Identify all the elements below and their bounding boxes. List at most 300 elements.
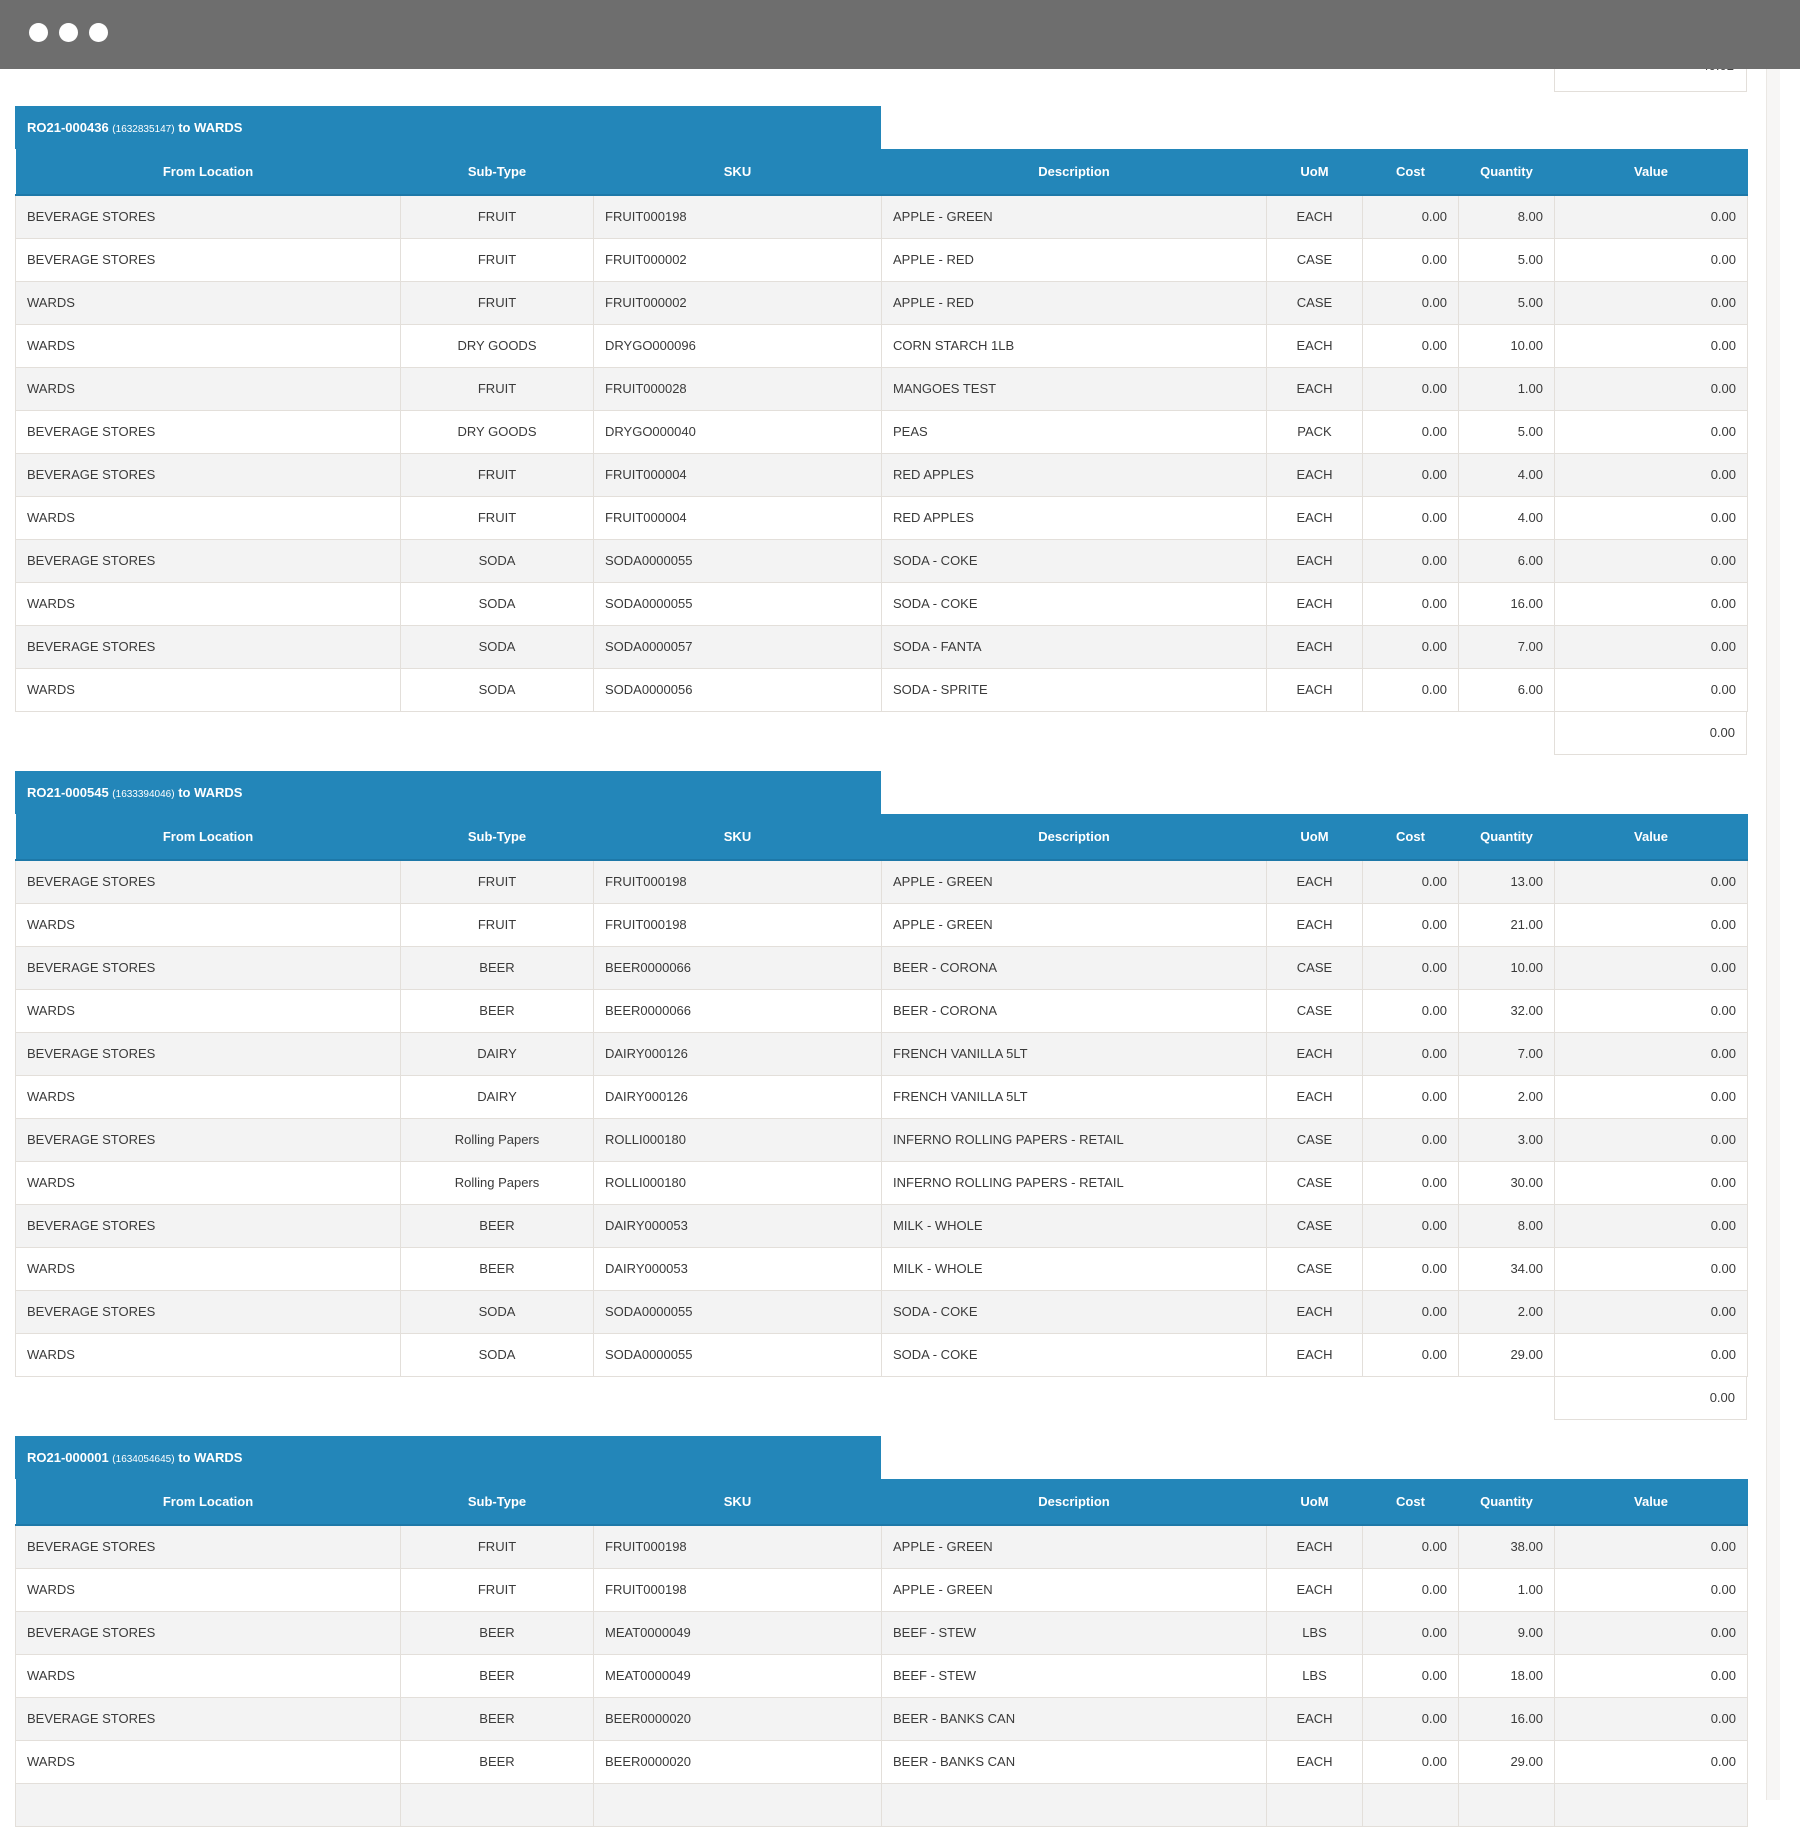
cell-quantity: 5.00 bbox=[1459, 281, 1555, 324]
cell-from-location: BEVERAGE STORES bbox=[16, 1697, 401, 1740]
table-row[interactable] bbox=[16, 1611, 1748, 1654]
cell-from-location: BEVERAGE STORES bbox=[16, 1611, 401, 1654]
cell-from-location: BEVERAGE STORES bbox=[16, 1204, 401, 1247]
cell-value: 0.00 bbox=[1555, 281, 1748, 324]
destination-label: to WARDS bbox=[178, 785, 243, 800]
table-row[interactable] bbox=[16, 1247, 1748, 1290]
cell-sub-type: FRUIT bbox=[401, 1568, 594, 1611]
cell-cost: 0.00 bbox=[1363, 989, 1459, 1032]
cell-cost: 0.00 bbox=[1363, 1247, 1459, 1290]
cell-sku: ROLLI000180 bbox=[594, 1118, 882, 1161]
cell-sub-type: FRUIT bbox=[401, 903, 594, 946]
cell-value: 0.00 bbox=[1555, 860, 1748, 903]
cell-value: 0.00 bbox=[1555, 1032, 1748, 1075]
cell-cost: 0.00 bbox=[1363, 860, 1459, 903]
cell-sub-type: FRUIT bbox=[401, 860, 594, 903]
cell-cost: 0.00 bbox=[1363, 1654, 1459, 1697]
table-row[interactable] bbox=[16, 453, 1748, 496]
cell-uom: EACH bbox=[1267, 582, 1363, 625]
cell-description: SODA - COKE bbox=[882, 582, 1267, 625]
cell-description: FRENCH VANILLA 5LT bbox=[882, 1075, 1267, 1118]
table-row[interactable] bbox=[16, 903, 1748, 946]
cell-quantity: 13.00 bbox=[1459, 860, 1555, 903]
cell-uom: CASE bbox=[1267, 946, 1363, 989]
cell-uom: EACH bbox=[1267, 1740, 1363, 1783]
cell-uom: EACH bbox=[1267, 860, 1363, 903]
cell-sku: ROLLI000180 bbox=[594, 1161, 882, 1204]
cell-from-location: WARDS bbox=[16, 1161, 401, 1204]
cell-quantity: 8.00 bbox=[1459, 195, 1555, 238]
column-header-sub-type[interactable]: Sub-Type bbox=[401, 149, 594, 195]
cell-sku: FRUIT000198 bbox=[594, 195, 882, 238]
cell-sku: SODA0000055 bbox=[594, 1290, 882, 1333]
cell-sub-type: FRUIT bbox=[401, 238, 594, 281]
cell-sku: FRUIT000002 bbox=[594, 281, 882, 324]
table-row[interactable] bbox=[16, 195, 1748, 238]
cell-cost: 0.00 bbox=[1363, 238, 1459, 281]
cell-uom: CASE bbox=[1267, 238, 1363, 281]
cell-description: RED APPLES bbox=[882, 453, 1267, 496]
transfer-section bbox=[15, 106, 1747, 755]
report-viewport bbox=[0, 69, 1800, 1800]
column-header-uom[interactable]: UoM bbox=[1267, 149, 1363, 195]
column-header-sku[interactable]: SKU bbox=[594, 1479, 882, 1525]
table-row[interactable] bbox=[16, 1525, 1748, 1568]
cell-from-location: WARDS bbox=[16, 1333, 401, 1376]
cell-cost: 0.00 bbox=[1363, 1697, 1459, 1740]
cell-description: APPLE - RED bbox=[882, 238, 1267, 281]
cell-value: 0.00 bbox=[1555, 668, 1748, 711]
cell-uom: EACH bbox=[1267, 496, 1363, 539]
cell-cost: 0.00 bbox=[1363, 946, 1459, 989]
cell-sku: FRUIT000198 bbox=[594, 1568, 882, 1611]
cell-from-location: WARDS bbox=[16, 1654, 401, 1697]
column-header-value[interactable]: Value bbox=[1555, 149, 1748, 195]
cell-cost: 0.00 bbox=[1363, 582, 1459, 625]
cell-from-location: WARDS bbox=[16, 1075, 401, 1118]
order-reference-id: (1634054645) bbox=[112, 1454, 175, 1465]
window-minimize-dot-icon[interactable] bbox=[59, 23, 78, 42]
cell-value: 0.00 bbox=[1555, 238, 1748, 281]
cell-sub-type: FRUIT bbox=[401, 195, 594, 238]
cell-value: 0.00 bbox=[1555, 1568, 1748, 1611]
cell-cost: 0.00 bbox=[1363, 1525, 1459, 1568]
cell-from-location: BEVERAGE STORES bbox=[16, 1525, 401, 1568]
destination-label: to WARDS bbox=[178, 1450, 243, 1465]
column-header-uom[interactable]: UoM bbox=[1267, 1479, 1363, 1525]
cell-value: 0.00 bbox=[1555, 1525, 1748, 1568]
cell-quantity: 1.00 bbox=[1459, 367, 1555, 410]
cell-value: 0.00 bbox=[1555, 1740, 1748, 1783]
cell-value: 0.00 bbox=[1555, 625, 1748, 668]
cell-from-location: BEVERAGE STORES bbox=[16, 453, 401, 496]
cell-cost: 0.00 bbox=[1363, 1032, 1459, 1075]
cell-sku: BEER0000066 bbox=[594, 946, 882, 989]
cell-quantity: 21.00 bbox=[1459, 903, 1555, 946]
cell-from-location: BEVERAGE STORES bbox=[16, 1118, 401, 1161]
table-row[interactable] bbox=[16, 625, 1748, 668]
cell-value bbox=[1555, 1783, 1748, 1826]
table-row[interactable] bbox=[16, 496, 1748, 539]
cell-quantity bbox=[1459, 1783, 1555, 1826]
cell-quantity: 29.00 bbox=[1459, 1333, 1555, 1376]
column-header-sub-type[interactable]: Sub-Type bbox=[401, 814, 594, 860]
cell-description: SODA - FANTA bbox=[882, 625, 1267, 668]
cell-sub-type: DRY GOODS bbox=[401, 324, 594, 367]
cell-value: 0.00 bbox=[1555, 1247, 1748, 1290]
cell-quantity: 7.00 bbox=[1459, 1032, 1555, 1075]
cell-cost: 0.00 bbox=[1363, 903, 1459, 946]
cell-from-location: BEVERAGE STORES bbox=[16, 1032, 401, 1075]
column-header-uom[interactable]: UoM bbox=[1267, 814, 1363, 860]
cell-uom: EACH bbox=[1267, 1032, 1363, 1075]
cell-value: 0.00 bbox=[1555, 582, 1748, 625]
column-header-quantity[interactable]: Quantity bbox=[1459, 814, 1555, 860]
table-row[interactable] bbox=[16, 946, 1748, 989]
cell-quantity: 16.00 bbox=[1459, 582, 1555, 625]
cell-description bbox=[882, 1783, 1267, 1826]
transfer-section bbox=[15, 1436, 1747, 1827]
cell-quantity: 6.00 bbox=[1459, 539, 1555, 582]
cell-value: 0.00 bbox=[1555, 367, 1748, 410]
cell-cost: 0.00 bbox=[1363, 668, 1459, 711]
table-row[interactable] bbox=[16, 281, 1748, 324]
cell-description: SODA - SPRITE bbox=[882, 668, 1267, 711]
cell-sku: FRUIT000028 bbox=[594, 367, 882, 410]
cell-quantity: 38.00 bbox=[1459, 1525, 1555, 1568]
cell-quantity: 1.00 bbox=[1459, 1568, 1555, 1611]
column-header-value[interactable]: Value bbox=[1555, 1479, 1748, 1525]
column-header-from-location[interactable]: From Location bbox=[16, 814, 401, 860]
cell-sub-type: FRUIT bbox=[401, 496, 594, 539]
cell-value: 0.00 bbox=[1555, 1333, 1748, 1376]
cell-sku: SODA0000056 bbox=[594, 668, 882, 711]
column-header-cost[interactable]: Cost bbox=[1363, 149, 1459, 195]
cell-from-location: BEVERAGE STORES bbox=[16, 625, 401, 668]
column-header-from-location[interactable]: From Location bbox=[16, 1479, 401, 1525]
cell-value: 0.00 bbox=[1555, 1654, 1748, 1697]
cell-description: SODA - COKE bbox=[882, 1333, 1267, 1376]
cell-sub-type: BEER bbox=[401, 1611, 594, 1654]
table-row[interactable] bbox=[16, 1568, 1748, 1611]
column-header-quantity[interactable]: Quantity bbox=[1459, 1479, 1555, 1525]
table-row[interactable] bbox=[16, 410, 1748, 453]
cell-value: 0.00 bbox=[1555, 324, 1748, 367]
cell-sub-type: SODA bbox=[401, 582, 594, 625]
cell-value: 0.00 bbox=[1555, 1204, 1748, 1247]
cell-from-location: BEVERAGE STORES bbox=[16, 946, 401, 989]
section-value-total: 0.00 bbox=[1554, 1377, 1747, 1420]
cell-sub-type: BEER bbox=[401, 1654, 594, 1697]
cell-value: 0.00 bbox=[1555, 410, 1748, 453]
cell-cost bbox=[1363, 1783, 1459, 1826]
cell-sub-type: Rolling Papers bbox=[401, 1118, 594, 1161]
destination-label: to WARDS bbox=[178, 120, 243, 135]
table-row[interactable] bbox=[16, 1654, 1748, 1697]
cell-sub-type: DAIRY bbox=[401, 1032, 594, 1075]
cell-uom: EACH bbox=[1267, 1697, 1363, 1740]
cell-sub-type: FRUIT bbox=[401, 1525, 594, 1568]
cell-uom: LBS bbox=[1267, 1654, 1363, 1697]
cell-quantity: 29.00 bbox=[1459, 1740, 1555, 1783]
cell-description: APPLE - RED bbox=[882, 281, 1267, 324]
cell-quantity: 9.00 bbox=[1459, 1611, 1555, 1654]
window-titlebar bbox=[0, 0, 1800, 69]
cell-uom: EACH bbox=[1267, 453, 1363, 496]
cell-from-location: BEVERAGE STORES bbox=[16, 1290, 401, 1333]
column-header-cost[interactable]: Cost bbox=[1363, 1479, 1459, 1525]
cell-quantity: 3.00 bbox=[1459, 1118, 1555, 1161]
section-title bbox=[15, 1436, 881, 1479]
cell-value: 0.00 bbox=[1555, 1697, 1748, 1740]
cell-quantity: 10.00 bbox=[1459, 946, 1555, 989]
cell-sku: MEAT0000049 bbox=[594, 1654, 882, 1697]
column-header-sub-type[interactable]: Sub-Type bbox=[401, 1479, 594, 1525]
table-row[interactable] bbox=[16, 582, 1748, 625]
cell-uom: EACH bbox=[1267, 1568, 1363, 1611]
column-header-cost[interactable]: Cost bbox=[1363, 814, 1459, 860]
window-maximize-dot-icon[interactable] bbox=[89, 23, 108, 42]
column-header-from-location[interactable]: From Location bbox=[16, 149, 401, 195]
cell-description: SODA - COKE bbox=[882, 1290, 1267, 1333]
cell-uom: CASE bbox=[1267, 1247, 1363, 1290]
transfer-items-table bbox=[15, 814, 1748, 1377]
order-reference-id: (1633394046) bbox=[112, 789, 175, 800]
cell-uom: PACK bbox=[1267, 410, 1363, 453]
cell-sku: BEER0000066 bbox=[594, 989, 882, 1032]
transfer-section bbox=[15, 771, 1747, 1420]
cell-from-location: BEVERAGE STORES bbox=[16, 410, 401, 453]
cell-description: BEER - CORONA bbox=[882, 989, 1267, 1032]
table-row[interactable] bbox=[16, 1204, 1748, 1247]
cell-sub-type: BEER bbox=[401, 1204, 594, 1247]
cell-cost: 0.00 bbox=[1363, 1204, 1459, 1247]
cell-description: CORN STARCH 1LB bbox=[882, 324, 1267, 367]
cell-cost: 0.00 bbox=[1363, 1118, 1459, 1161]
cell-sub-type: SODA bbox=[401, 1290, 594, 1333]
section-value-total: 0.00 bbox=[1554, 712, 1747, 755]
cell-from-location: WARDS bbox=[16, 496, 401, 539]
cell-description: BEER - BANKS CAN bbox=[882, 1740, 1267, 1783]
order-number: RO21-000436 bbox=[27, 120, 109, 135]
cell-from-location: BEVERAGE STORES bbox=[16, 860, 401, 903]
cell-quantity: 2.00 bbox=[1459, 1075, 1555, 1118]
cell-description: BEER - BANKS CAN bbox=[882, 1697, 1267, 1740]
cell-sku: DAIRY000053 bbox=[594, 1204, 882, 1247]
cell-uom: EACH bbox=[1267, 539, 1363, 582]
table-row[interactable] bbox=[16, 1333, 1748, 1376]
cell-sub-type: BEER bbox=[401, 1247, 594, 1290]
cell-uom: EACH bbox=[1267, 625, 1363, 668]
cell-cost: 0.00 bbox=[1363, 1740, 1459, 1783]
cell-cost: 0.00 bbox=[1363, 324, 1459, 367]
column-header-quantity[interactable]: Quantity bbox=[1459, 149, 1555, 195]
cell-description: APPLE - GREEN bbox=[882, 903, 1267, 946]
cell-sub-type: DAIRY bbox=[401, 1075, 594, 1118]
cell-cost: 0.00 bbox=[1363, 367, 1459, 410]
cell-from-location: WARDS bbox=[16, 1568, 401, 1611]
cell-from-location: BEVERAGE STORES bbox=[16, 238, 401, 281]
cell-sub-type: BEER bbox=[401, 946, 594, 989]
cell-sku: FRUIT000198 bbox=[594, 903, 882, 946]
cell-sku: FRUIT000004 bbox=[594, 453, 882, 496]
cell-sku: DRYGO000096 bbox=[594, 324, 882, 367]
table-row[interactable] bbox=[16, 1075, 1748, 1118]
cell-from-location: WARDS bbox=[16, 582, 401, 625]
table-row[interactable] bbox=[16, 668, 1748, 711]
cell-sub-type: SODA bbox=[401, 668, 594, 711]
cell-quantity: 18.00 bbox=[1459, 1654, 1555, 1697]
cell-uom: EACH bbox=[1267, 1333, 1363, 1376]
cell-sub-type: Rolling Papers bbox=[401, 1161, 594, 1204]
cell-sku: MEAT0000049 bbox=[594, 1611, 882, 1654]
table-row[interactable] bbox=[16, 860, 1748, 903]
table-row[interactable] bbox=[16, 1290, 1748, 1333]
column-header-value[interactable]: Value bbox=[1555, 814, 1748, 860]
cell-cost: 0.00 bbox=[1363, 410, 1459, 453]
cell-quantity: 32.00 bbox=[1459, 989, 1555, 1032]
cell-from-location bbox=[16, 1783, 401, 1826]
cell-value: 0.00 bbox=[1555, 195, 1748, 238]
cell-sku: FRUIT000198 bbox=[594, 1525, 882, 1568]
cell-description: MANGOES TEST bbox=[882, 367, 1267, 410]
cell-from-location: WARDS bbox=[16, 324, 401, 367]
cell-quantity: 30.00 bbox=[1459, 1161, 1555, 1204]
cell-sub-type: FRUIT bbox=[401, 367, 594, 410]
transfer-items-table bbox=[15, 1479, 1748, 1827]
table-row[interactable] bbox=[16, 367, 1748, 410]
cell-sub-type: BEER bbox=[401, 1697, 594, 1740]
cell-sku: SODA0000055 bbox=[594, 582, 882, 625]
column-header-sku[interactable]: SKU bbox=[594, 149, 882, 195]
window-close-dot-icon[interactable] bbox=[29, 23, 48, 42]
cell-sub-type bbox=[401, 1783, 594, 1826]
cell-cost: 0.00 bbox=[1363, 1075, 1459, 1118]
cell-value: 0.00 bbox=[1555, 496, 1748, 539]
cell-uom: EACH bbox=[1267, 903, 1363, 946]
table-row[interactable] bbox=[16, 1032, 1748, 1075]
cell-value: 0.00 bbox=[1555, 1118, 1748, 1161]
cell-value: 0.00 bbox=[1555, 1161, 1748, 1204]
cell-value: 0.00 bbox=[1555, 989, 1748, 1032]
cell-value: 0.00 bbox=[1555, 1290, 1748, 1333]
cell-cost: 0.00 bbox=[1363, 1290, 1459, 1333]
cell-sku: SODA0000055 bbox=[594, 1333, 882, 1376]
cell-from-location: WARDS bbox=[16, 1740, 401, 1783]
cell-cost: 0.00 bbox=[1363, 281, 1459, 324]
cell-sku: DAIRY000126 bbox=[594, 1075, 882, 1118]
cell-quantity: 5.00 bbox=[1459, 238, 1555, 281]
cell-from-location: WARDS bbox=[16, 1247, 401, 1290]
table-row[interactable] bbox=[16, 1783, 1748, 1826]
cell-uom: EACH bbox=[1267, 668, 1363, 711]
cell-value: 0.00 bbox=[1555, 903, 1748, 946]
cell-sku: DRYGO000040 bbox=[594, 410, 882, 453]
cell-description: RED APPLES bbox=[882, 496, 1267, 539]
cell-uom: CASE bbox=[1267, 281, 1363, 324]
cell-from-location: WARDS bbox=[16, 281, 401, 324]
cell-cost: 0.00 bbox=[1363, 625, 1459, 668]
cell-sub-type: SODA bbox=[401, 539, 594, 582]
page-scrollbar-track[interactable] bbox=[1766, 69, 1780, 1800]
cell-description: PEAS bbox=[882, 410, 1267, 453]
cell-sub-type: DRY GOODS bbox=[401, 410, 594, 453]
cell-quantity: 8.00 bbox=[1459, 1204, 1555, 1247]
cell-quantity: 4.00 bbox=[1459, 453, 1555, 496]
cell-description: INFERNO ROLLING PAPERS - RETAIL bbox=[882, 1161, 1267, 1204]
cell-sku: FRUIT000198 bbox=[594, 860, 882, 903]
cell-cost: 0.00 bbox=[1363, 1333, 1459, 1376]
cell-sku: BEER0000020 bbox=[594, 1697, 882, 1740]
cell-quantity: 16.00 bbox=[1459, 1697, 1555, 1740]
column-header-description[interactable]: Description bbox=[882, 814, 1267, 860]
cell-from-location: WARDS bbox=[16, 903, 401, 946]
cell-from-location: BEVERAGE STORES bbox=[16, 539, 401, 582]
cell-quantity: 2.00 bbox=[1459, 1290, 1555, 1333]
cell-from-location: BEVERAGE STORES bbox=[16, 195, 401, 238]
table-row[interactable] bbox=[16, 1118, 1748, 1161]
cell-cost: 0.00 bbox=[1363, 539, 1459, 582]
cell-sku: DAIRY000053 bbox=[594, 1247, 882, 1290]
cell-sub-type: SODA bbox=[401, 625, 594, 668]
table-row[interactable] bbox=[16, 238, 1748, 281]
cell-value: 0.00 bbox=[1555, 946, 1748, 989]
cell-cost: 0.00 bbox=[1363, 453, 1459, 496]
cell-sub-type: SODA bbox=[401, 1333, 594, 1376]
table-row[interactable] bbox=[16, 539, 1748, 582]
cell-sub-type: FRUIT bbox=[401, 281, 594, 324]
cell-sku: FRUIT000004 bbox=[594, 496, 882, 539]
cell-description: APPLE - GREEN bbox=[882, 860, 1267, 903]
cell-description: INFERNO ROLLING PAPERS - RETAIL bbox=[882, 1118, 1267, 1161]
table-row[interactable] bbox=[16, 324, 1748, 367]
table-row[interactable] bbox=[16, 1161, 1748, 1204]
cell-cost: 0.00 bbox=[1363, 496, 1459, 539]
table-row[interactable] bbox=[16, 989, 1748, 1032]
cell-sku: BEER0000020 bbox=[594, 1740, 882, 1783]
cell-cost: 0.00 bbox=[1363, 1611, 1459, 1654]
cell-uom: CASE bbox=[1267, 1161, 1363, 1204]
cell-value: 0.00 bbox=[1555, 453, 1748, 496]
section-title bbox=[15, 106, 881, 149]
cell-sku: SODA0000057 bbox=[594, 625, 882, 668]
cell-uom: CASE bbox=[1267, 1118, 1363, 1161]
cell-quantity: 5.00 bbox=[1459, 410, 1555, 453]
cell-uom: CASE bbox=[1267, 1204, 1363, 1247]
cell-from-location: WARDS bbox=[16, 989, 401, 1032]
table-row[interactable] bbox=[16, 1740, 1748, 1783]
cell-uom: CASE bbox=[1267, 989, 1363, 1032]
cell-quantity: 7.00 bbox=[1459, 625, 1555, 668]
cell-value: 0.00 bbox=[1555, 1075, 1748, 1118]
cell-description: BEEF - STEW bbox=[882, 1611, 1267, 1654]
cell-sub-type: FRUIT bbox=[401, 453, 594, 496]
table-row[interactable] bbox=[16, 1697, 1748, 1740]
cell-sub-type: BEER bbox=[401, 1740, 594, 1783]
cell-description: FRENCH VANILLA 5LT bbox=[882, 1032, 1267, 1075]
cell-description: BEEF - STEW bbox=[882, 1654, 1267, 1697]
column-header-description[interactable]: Description bbox=[882, 149, 1267, 195]
column-header-sku[interactable]: SKU bbox=[594, 814, 882, 860]
cell-uom bbox=[1267, 1783, 1363, 1826]
cell-uom: EACH bbox=[1267, 324, 1363, 367]
cell-sku: SODA0000055 bbox=[594, 539, 882, 582]
cell-from-location: WARDS bbox=[16, 367, 401, 410]
cell-uom: EACH bbox=[1267, 1290, 1363, 1333]
column-header-description[interactable]: Description bbox=[882, 1479, 1267, 1525]
cell-uom: EACH bbox=[1267, 367, 1363, 410]
cell-sku: FRUIT000002 bbox=[594, 238, 882, 281]
